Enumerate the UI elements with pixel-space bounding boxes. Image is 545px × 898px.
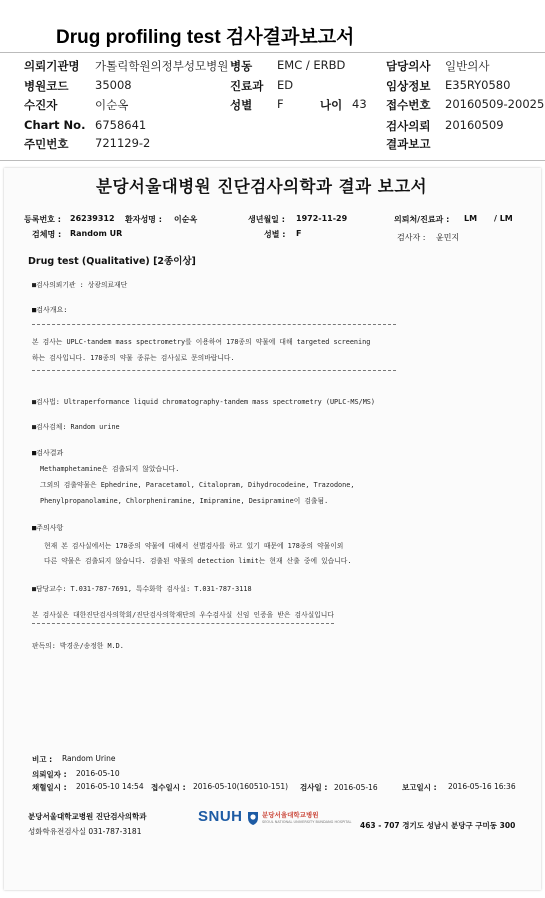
requester-value: 가톨릭학원의정부성모병원 (95, 59, 229, 73)
overview-heading: ■검사개요: (32, 306, 68, 314)
result-line-1: Methamphetamine은 검출되지 않았습니다. (40, 465, 180, 473)
snuh-emblem-icon (246, 810, 260, 826)
overview-line-2: 하는 검사입니다. 178종의 약물 종류는 검사실로 문의바랍니다. (32, 354, 235, 362)
report-heading: Drug profiling test 검사결과보고서 (56, 27, 355, 48)
caution-heading: ■주의사항 (32, 524, 64, 532)
dept-value-a: LM (464, 214, 478, 223)
reg-no-label: 등록번호 : (24, 215, 61, 224)
snuh-logo-text: SNUH (198, 808, 243, 825)
dept-value-b: / LM (494, 214, 513, 223)
request-date-label: 검사의뢰 (386, 119, 431, 133)
specimen-value: Random UR (70, 229, 123, 238)
clinical-info-value: E35RY0580 (445, 78, 511, 92)
scanned-report (4, 168, 541, 890)
footer-hospital-name: 분당서울대학교병원 진단검사의학과 (28, 812, 147, 821)
report-date-value: 2016-05-16 16:36 (448, 782, 516, 791)
ward-label: 병동 (230, 59, 253, 73)
header-divider-bottom (0, 160, 545, 161)
footer-lab-phone: 성화학유전검사실 031-787-3181 (28, 827, 142, 836)
dob-label: 생년월일 : (248, 215, 285, 224)
age-label: 나이 (320, 98, 343, 112)
test-method: ■검사법: Ultraperformance liquid chromatography-tandem mass spectrometry (UPLC-MS/MS) (32, 398, 375, 406)
requester-label: 의뢰기관명 (24, 59, 80, 73)
doctor-label: 담당의사 (386, 59, 431, 73)
snuh-logo-english: SEOUL NATIONAL UNIVERSITY BUNDANG HOSPITAL (262, 820, 352, 824)
age-value: 43 (352, 97, 367, 111)
resident-no-value: 721129-2 (95, 136, 151, 150)
remark-label: 비고 : (32, 755, 53, 764)
caution-line-2: 다른 약물은 검출되지 않습니다. 검출된 약물의 detection limit는 현재 산출 중에 있습니다. (44, 557, 352, 565)
reading-doctors: 판독의: 박경운/송정한 M.D. (32, 642, 124, 650)
hospital-code-label: 병원코드 (24, 79, 69, 93)
collect-value: 2016-05-10 14:54 (76, 782, 144, 791)
report-sex-label: 성별 : (264, 230, 286, 239)
resident-no-label: 주민번호 (24, 137, 69, 151)
dept-label: 의뢰처/진료과 : (394, 215, 450, 224)
overview-divider-bottom (32, 370, 396, 371)
doctor-value: 일반의사 (445, 59, 490, 73)
report-date-label: 보고일시 : (402, 783, 437, 792)
specimen-label: 검체명 : (32, 230, 62, 239)
patient-value: 이순옥 (95, 98, 129, 112)
receipt-no-label: 접수번호 (386, 98, 431, 112)
result-report-label: 결과보고 (386, 137, 431, 151)
result-line-3: Phenylpropanolamine, Chlorpheniramine, Imipramine, Desipramine이 검출됨. (40, 497, 329, 505)
test-section-title: Drug test (Qualitative) [2종이상] (28, 256, 196, 267)
hospital-report-title: 분당서울대병원 진단검사의학과 결과 보고서 (96, 177, 428, 196)
patient-label: 수진자 (24, 98, 58, 112)
caution-line-1: 현재 본 검사실에서는 178종의 약물에 대해서 선별검사를 하고 있기 때문에 178종의 약물이외 (44, 542, 344, 550)
patient-name-label: 환자성명 : (125, 215, 162, 224)
department-value: ED (277, 78, 294, 92)
test-sample: ■검사검체: Random urine (32, 423, 120, 431)
snuh-logo-korean: 분당서울대학교병원 (262, 811, 319, 819)
test-date-label: 검사일 : (300, 783, 328, 792)
hospital-address: 463 - 707 경기도 성남시 분당구 구미동 300 (360, 821, 516, 830)
clinical-info-label: 임상정보 (386, 79, 431, 93)
overview-line-1: 본 검사는 UPLC-tandem mass spectrometry를 이용하여 178종의 약물에 대해 targeted screening (32, 338, 371, 346)
patient-name-value: 이순옥 (174, 215, 198, 224)
result-heading: ■검사결과 (32, 449, 64, 457)
reg-no-value: 26239312 (70, 214, 115, 223)
dob-value: 1972-11-29 (296, 214, 348, 223)
sex-label: 성별 (230, 98, 253, 112)
remark-value: Random Urine (62, 754, 116, 763)
examiner-value: 윤민지 (436, 233, 460, 242)
req-date-value: 2016-05-10 (76, 769, 120, 778)
examiner-label: 검사자 : (397, 233, 426, 242)
report-sex-value: F (296, 229, 302, 238)
receipt-value: 2016-05-10(160510-151) (193, 782, 289, 791)
department-label: 진료과 (230, 79, 264, 93)
collect-label: 채혈일시 : (32, 783, 67, 792)
request-date-value: 20160509 (445, 118, 504, 132)
test-date-value: 2016-05-16 (334, 783, 378, 792)
certification-divider (32, 623, 334, 624)
result-line-2: 그외의 검출약물은 Ephedrine, Paracetamol, Citalopram, Dihydrocodeine, Trazodone, (40, 481, 355, 489)
receipt-label: 접수일시 : (151, 783, 186, 792)
overview-divider-top (32, 324, 396, 325)
chart-no-value: 6758641 (95, 118, 147, 132)
receipt-no-value: 20160509-20025 (445, 97, 545, 111)
requesting-agency: ■검사의뢰기관 : 상광의료재단 (32, 281, 128, 289)
header-divider-top (0, 52, 545, 53)
ward-value: EMC / ERBD (277, 58, 346, 72)
chart-no-label: Chart No. (24, 118, 86, 132)
hospital-code-value: 35008 (95, 78, 132, 92)
contact-info: ■담당교수: T.031-787-7691, 특수화학 검사실: T.031-787-3118 (32, 585, 252, 593)
req-date-label: 의뢰일자 : (32, 770, 67, 779)
certification-note: 본 검사실은 대한진단검사의학회/진단검사의학재단의 우수검사실 신임 인증을 받은 검사실입니다 (32, 611, 334, 619)
sex-value: F (277, 97, 284, 111)
